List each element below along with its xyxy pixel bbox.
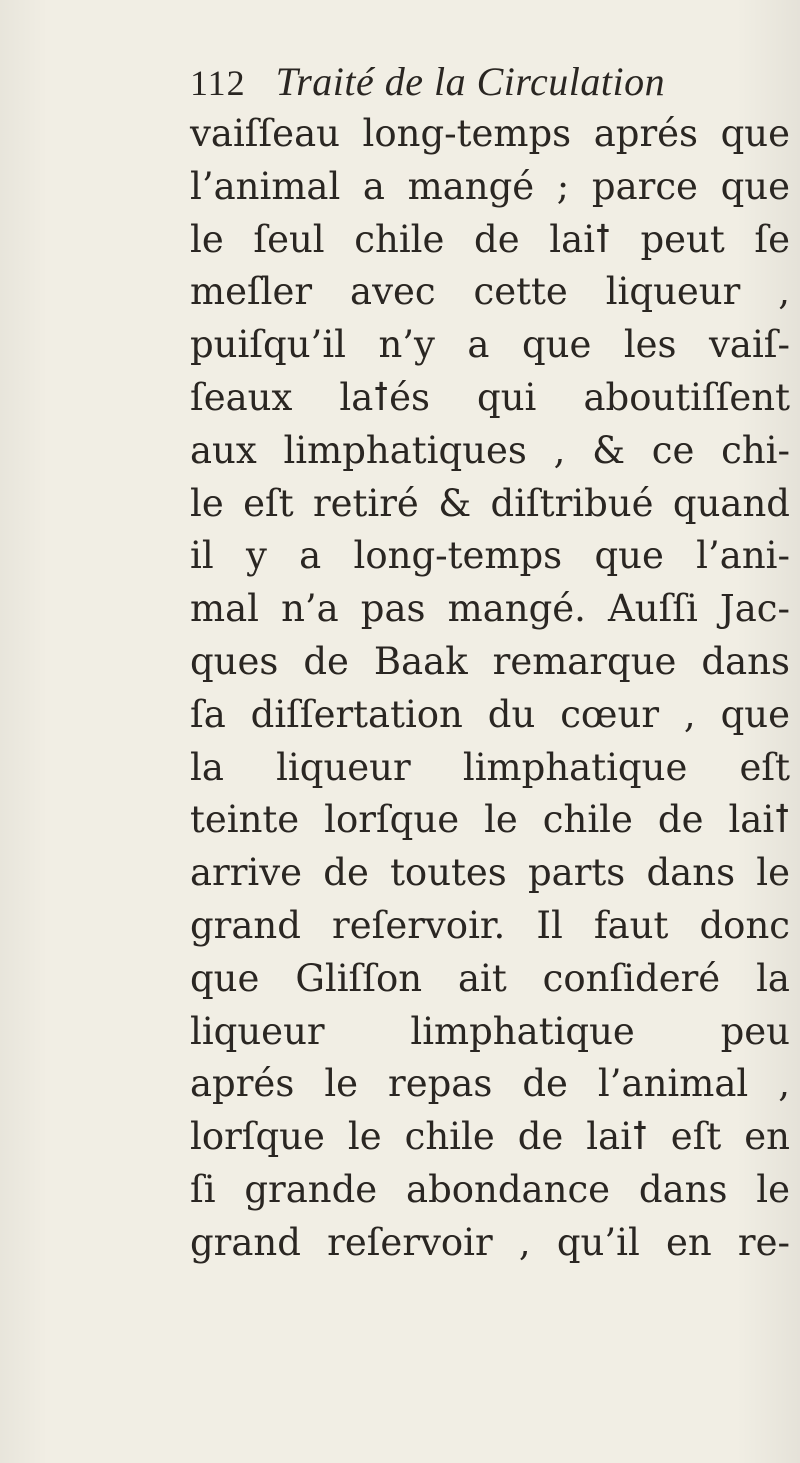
- text-line: ſi grande abondance dans le: [190, 1167, 790, 1211]
- text-line: vaiſſeau long-temps aprés que: [190, 112, 790, 155]
- text-line: lorſque le chile de laiꝉ eſt en: [190, 1115, 790, 1159]
- text-line: aux limphatiques , & ce chi-: [190, 428, 790, 472]
- text-line: mal n’a pas mangé. Auſſi Jac-: [190, 587, 790, 631]
- text-line: liqueur limphatique peu: [190, 1009, 790, 1053]
- text-line: le ſeul chile de laiꝉ peut ſe: [190, 217, 790, 261]
- text-line: ſa diſſertation du cœur , que: [190, 692, 790, 736]
- text-line: puiſqu’il n’y a que les vaiſ-: [190, 323, 790, 367]
- text-line: aprés le repas de l’animal ,: [190, 1062, 790, 1106]
- text-line: il y a long-temps que l’ani-: [190, 534, 790, 578]
- text-line: meſler avec cette liqueur ,: [190, 270, 790, 314]
- body-text: [190, 108, 790, 1270]
- running-title: Traité de la Circulation: [275, 59, 666, 104]
- text-line: grand reſervoir , qu’il en re-: [190, 1220, 790, 1264]
- text-line: grand reſervoir. Il faut donc: [190, 903, 790, 947]
- text-line: que Gliſſon ait conſideré la: [190, 956, 790, 1000]
- text-line: la liqueur limphatique eſt: [190, 745, 790, 789]
- text-line: ſeaux laꝉés qui aboutiſſent: [190, 375, 790, 419]
- text-line: ques de Baak remarque dans: [190, 639, 790, 683]
- text-line: arrive de toutes parts dans le: [190, 851, 790, 895]
- text-line: l’animal a mangé ; parce que: [190, 164, 790, 208]
- page-header: [190, 58, 665, 108]
- text-line: teinte lorſque le chile de laiꝉ: [190, 798, 790, 842]
- page-number: 112: [190, 63, 246, 103]
- text-line: le eſt retiré & diſtribué quand: [190, 481, 790, 525]
